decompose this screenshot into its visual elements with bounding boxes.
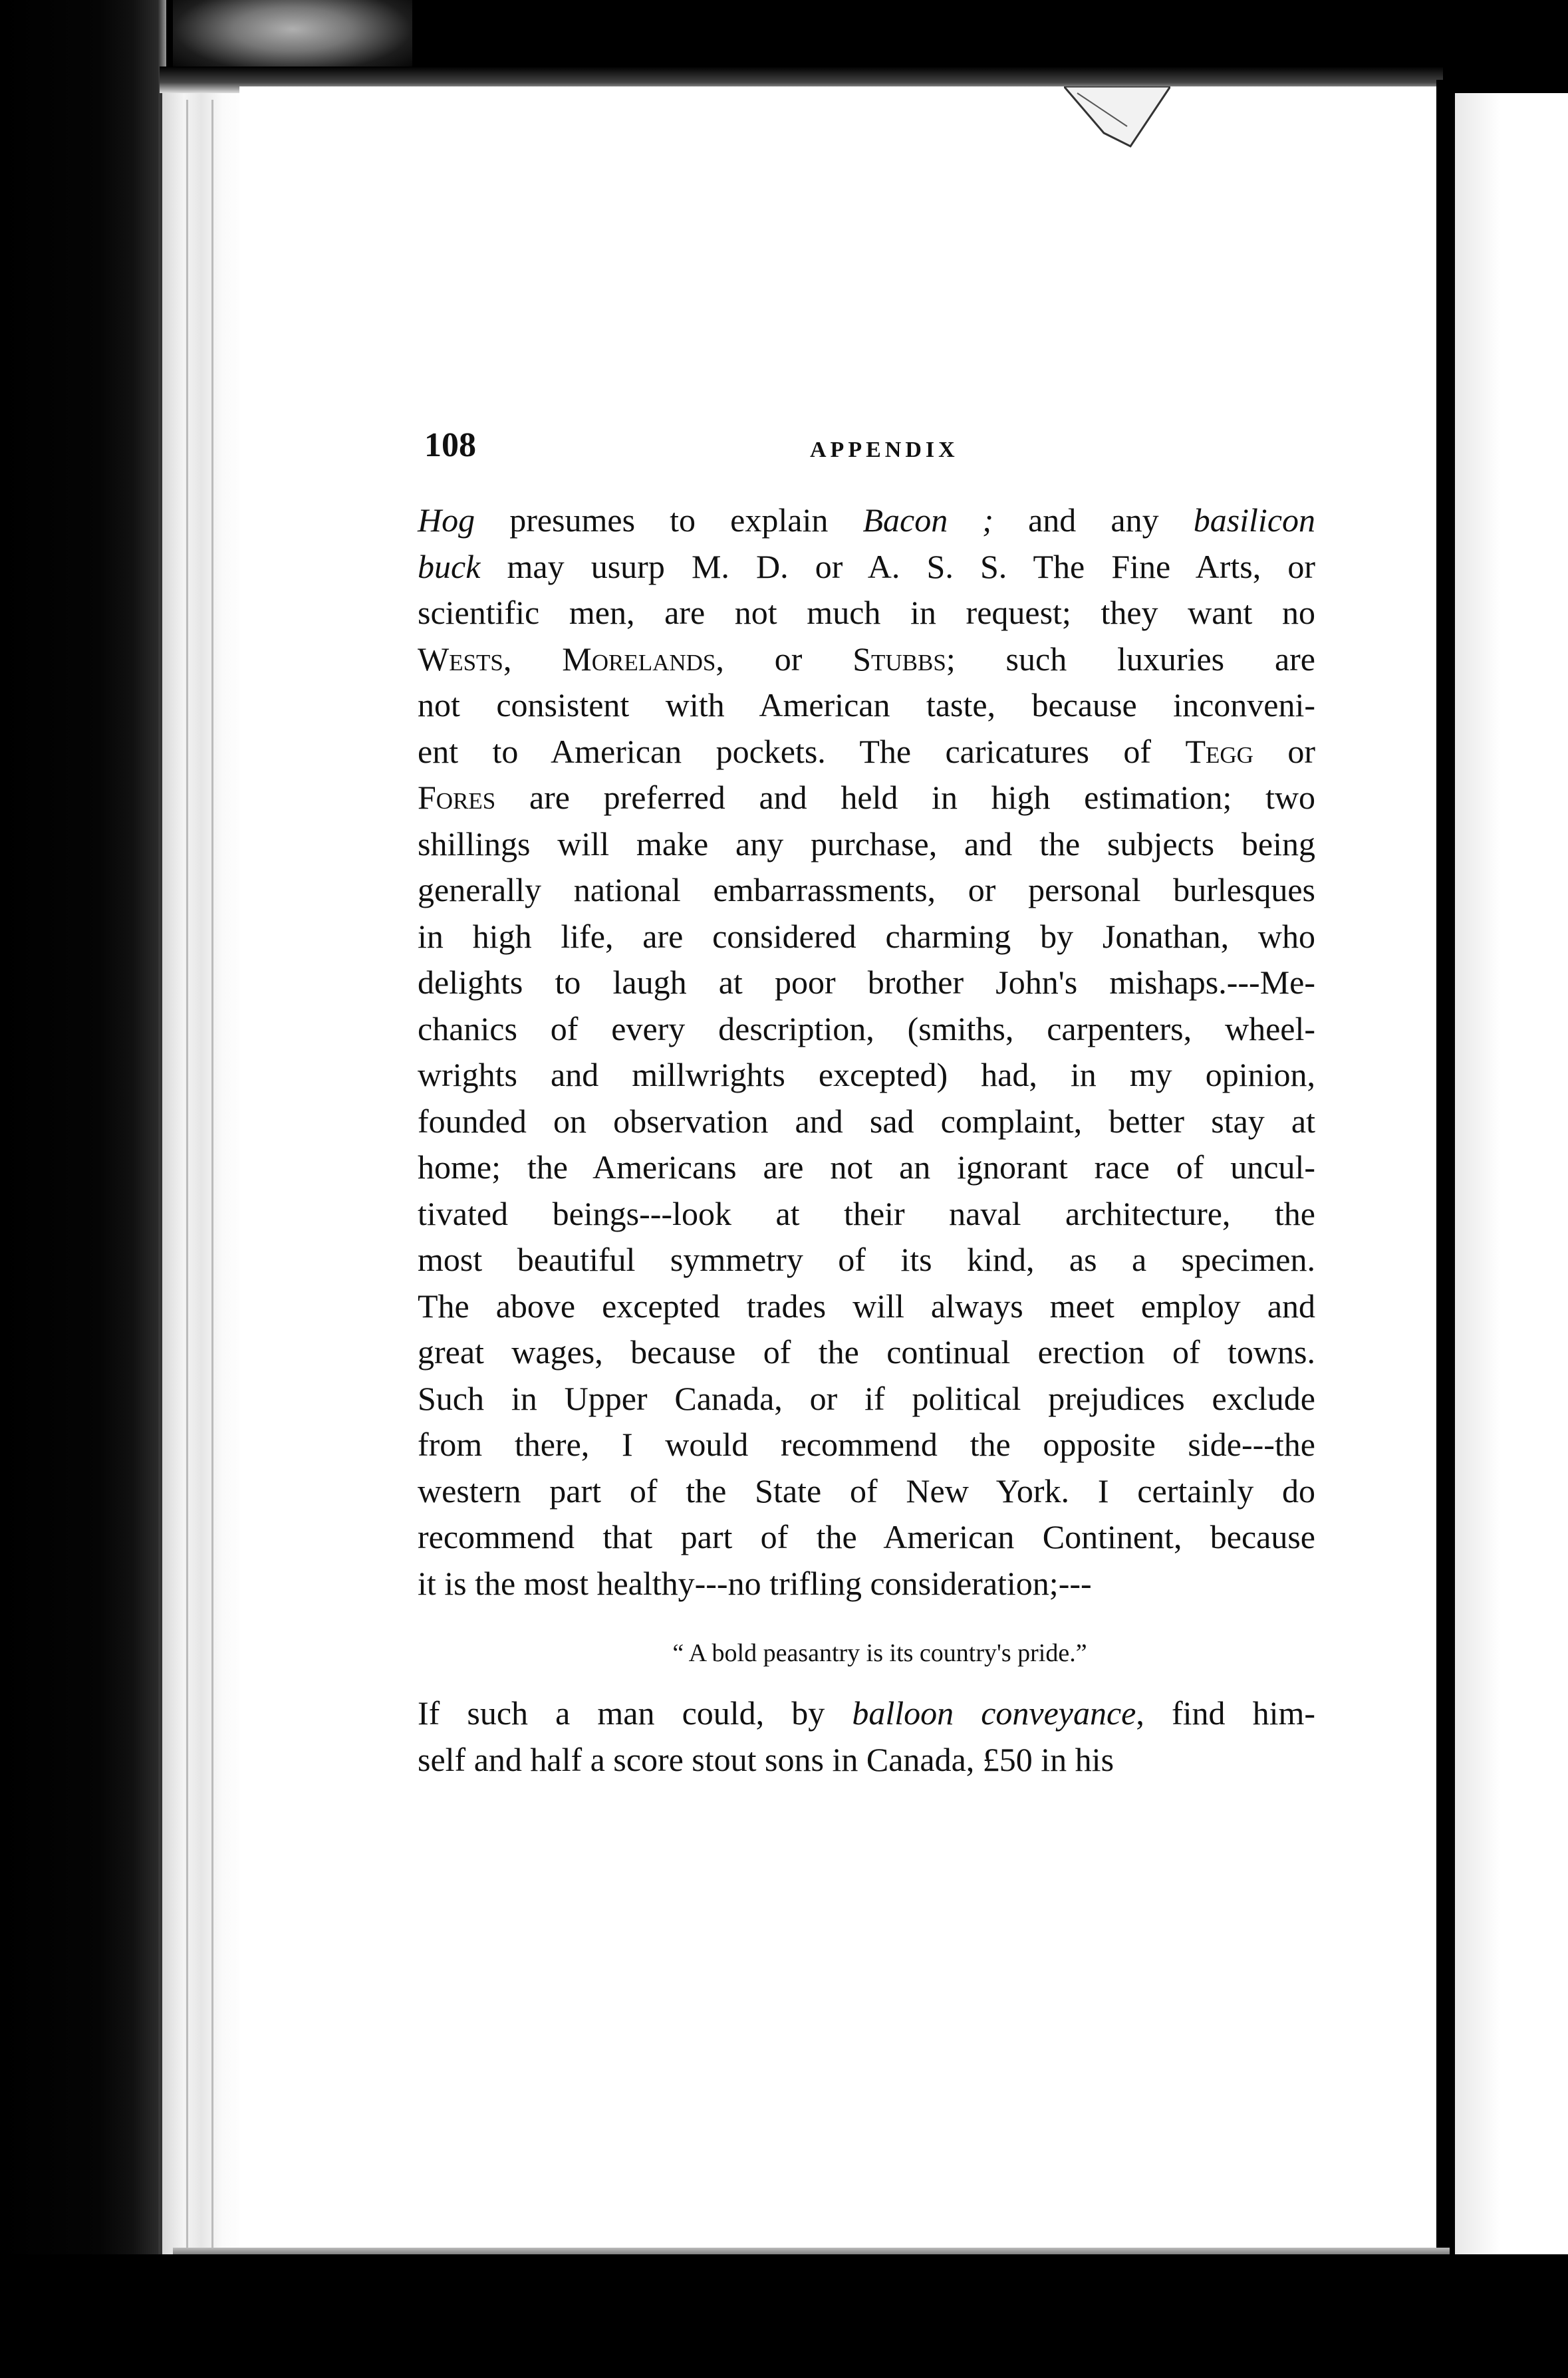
text-line [418,1376,1315,1422]
text-run: ent to American pockets. The caricatures of [418,732,1186,770]
text-line [418,636,1315,683]
text-run: , [503,640,563,678]
page-number: 108 [424,426,476,464]
small-caps-name: Stubbs [852,640,946,678]
text-line [418,1191,1315,1238]
scan-bottom-margin [0,2254,1568,2378]
text-run: home; the Americans are not an ignorant race of uncul- [418,1148,1315,1186]
italic-text: Hog [418,501,475,539]
right-page-divider [1436,80,1455,2261]
text-line [418,1144,1315,1191]
text-run: western part of the State of New York. I certainly do [418,1472,1315,1510]
text-run: or [1253,732,1315,770]
gutter-line [186,100,188,2261]
text-run: founded on observation and sad complaint, better stay at [418,1102,1315,1140]
text-run: great wages, because of the continual erection of towns. [418,1333,1315,1371]
text-run: tivated beings---look at their naval architecture, the [418,1194,1315,1232]
text-run: generally national embarrassments, or personal burlesques [418,871,1315,908]
text-line [418,1737,1315,1784]
text-run: i [802,501,812,539]
small-caps-name: Morelands [562,640,716,678]
text-run: , find him- [1136,1694,1316,1732]
torn-corner-mark [1064,86,1170,153]
body-paragraph [418,1690,1315,1783]
text-run: ; such luxuries are [946,640,1315,678]
text-line [418,1099,1315,1145]
text-line [418,775,1315,821]
text-line [418,821,1315,868]
text-run: n [811,501,863,539]
text-run: presumes to expla [475,501,803,539]
text-run: are preferred and held in high estimation; two [495,779,1315,816]
text-line [418,1006,1315,1053]
small-caps-name: Fores [418,779,496,816]
text-line [418,1283,1315,1330]
text-line [418,1468,1315,1515]
text-run: recommend that part of the American Continent, because [418,1518,1315,1555]
text-line [418,867,1315,914]
text-line [418,729,1315,775]
ink-blot-stain [173,0,412,73]
gutter-line [211,100,213,2261]
text-block [418,426,1315,1783]
text-run: not consistent with American taste, because inconveni- [418,686,1315,724]
italic-text: balloon conveyance [852,1694,1136,1732]
text-run: and any [993,501,1194,539]
text-line [418,590,1315,636]
verse-quotation: “ A bold peasantry is its country's pride.” [672,1639,1087,1667]
text-run: most beautiful symmetry of its kind, as a specimen. [418,1241,1315,1278]
text-line [418,1237,1315,1283]
text-line [418,497,1315,544]
text-run: it is the most healthy---no trifling consideration;--- [418,1564,1092,1602]
text-line [418,1052,1315,1099]
text-run: Such in Upper Canada, or if political prejudices exclude [418,1379,1315,1417]
text-run: , or [716,640,853,678]
text-line [418,544,1315,591]
body-paragraph [418,497,1315,1607]
text-run: delights to laugh at poor brother John's mishaps.---Me- [418,964,1315,1001]
facing-page-edge [1455,93,1568,2261]
small-caps-name: Wests [418,640,503,678]
text-run: scientific men, are not much in request; they want no [418,594,1315,631]
book-spine-shadow [0,0,166,2378]
running-head [418,426,1315,479]
text-line [418,682,1315,729]
italic-text: Bacon ; [862,501,993,539]
italic-text: buck [418,547,481,585]
text-run: The above excepted trades will always meet employ and [418,1287,1315,1325]
text-run: from there, I would recommend the opposite side---the [418,1426,1315,1463]
text-run: wrights and millwrights excepted) had, in my opinion, [418,1056,1315,1093]
text-run: in high life, are considered charming by Jonathan, who [418,917,1315,955]
text-run: chanics of every description, (smiths, carpenters, wheel- [418,1009,1315,1047]
text-line [418,914,1315,960]
text-line [418,1561,1315,1607]
text-line [418,1690,1315,1737]
small-caps-name: Tegg [1185,732,1253,770]
text-run: shillings will make any purchase, and the subjects being [418,825,1315,862]
text-run: may usurp M. D. or A. S. S. The Fine Arts, or [480,547,1315,585]
text-run: If such a man could, by [418,1694,852,1732]
text-run: self and half a score stout sons in Canada, £50 in his [418,1740,1114,1778]
text-line [418,1514,1315,1561]
page-gutter-fold [160,93,249,2268]
italic-text: basilicon [1193,501,1316,539]
text-line [418,960,1315,1006]
running-title: APPENDIX [810,438,959,462]
text-line [418,1422,1315,1468]
text-line [418,1329,1315,1376]
